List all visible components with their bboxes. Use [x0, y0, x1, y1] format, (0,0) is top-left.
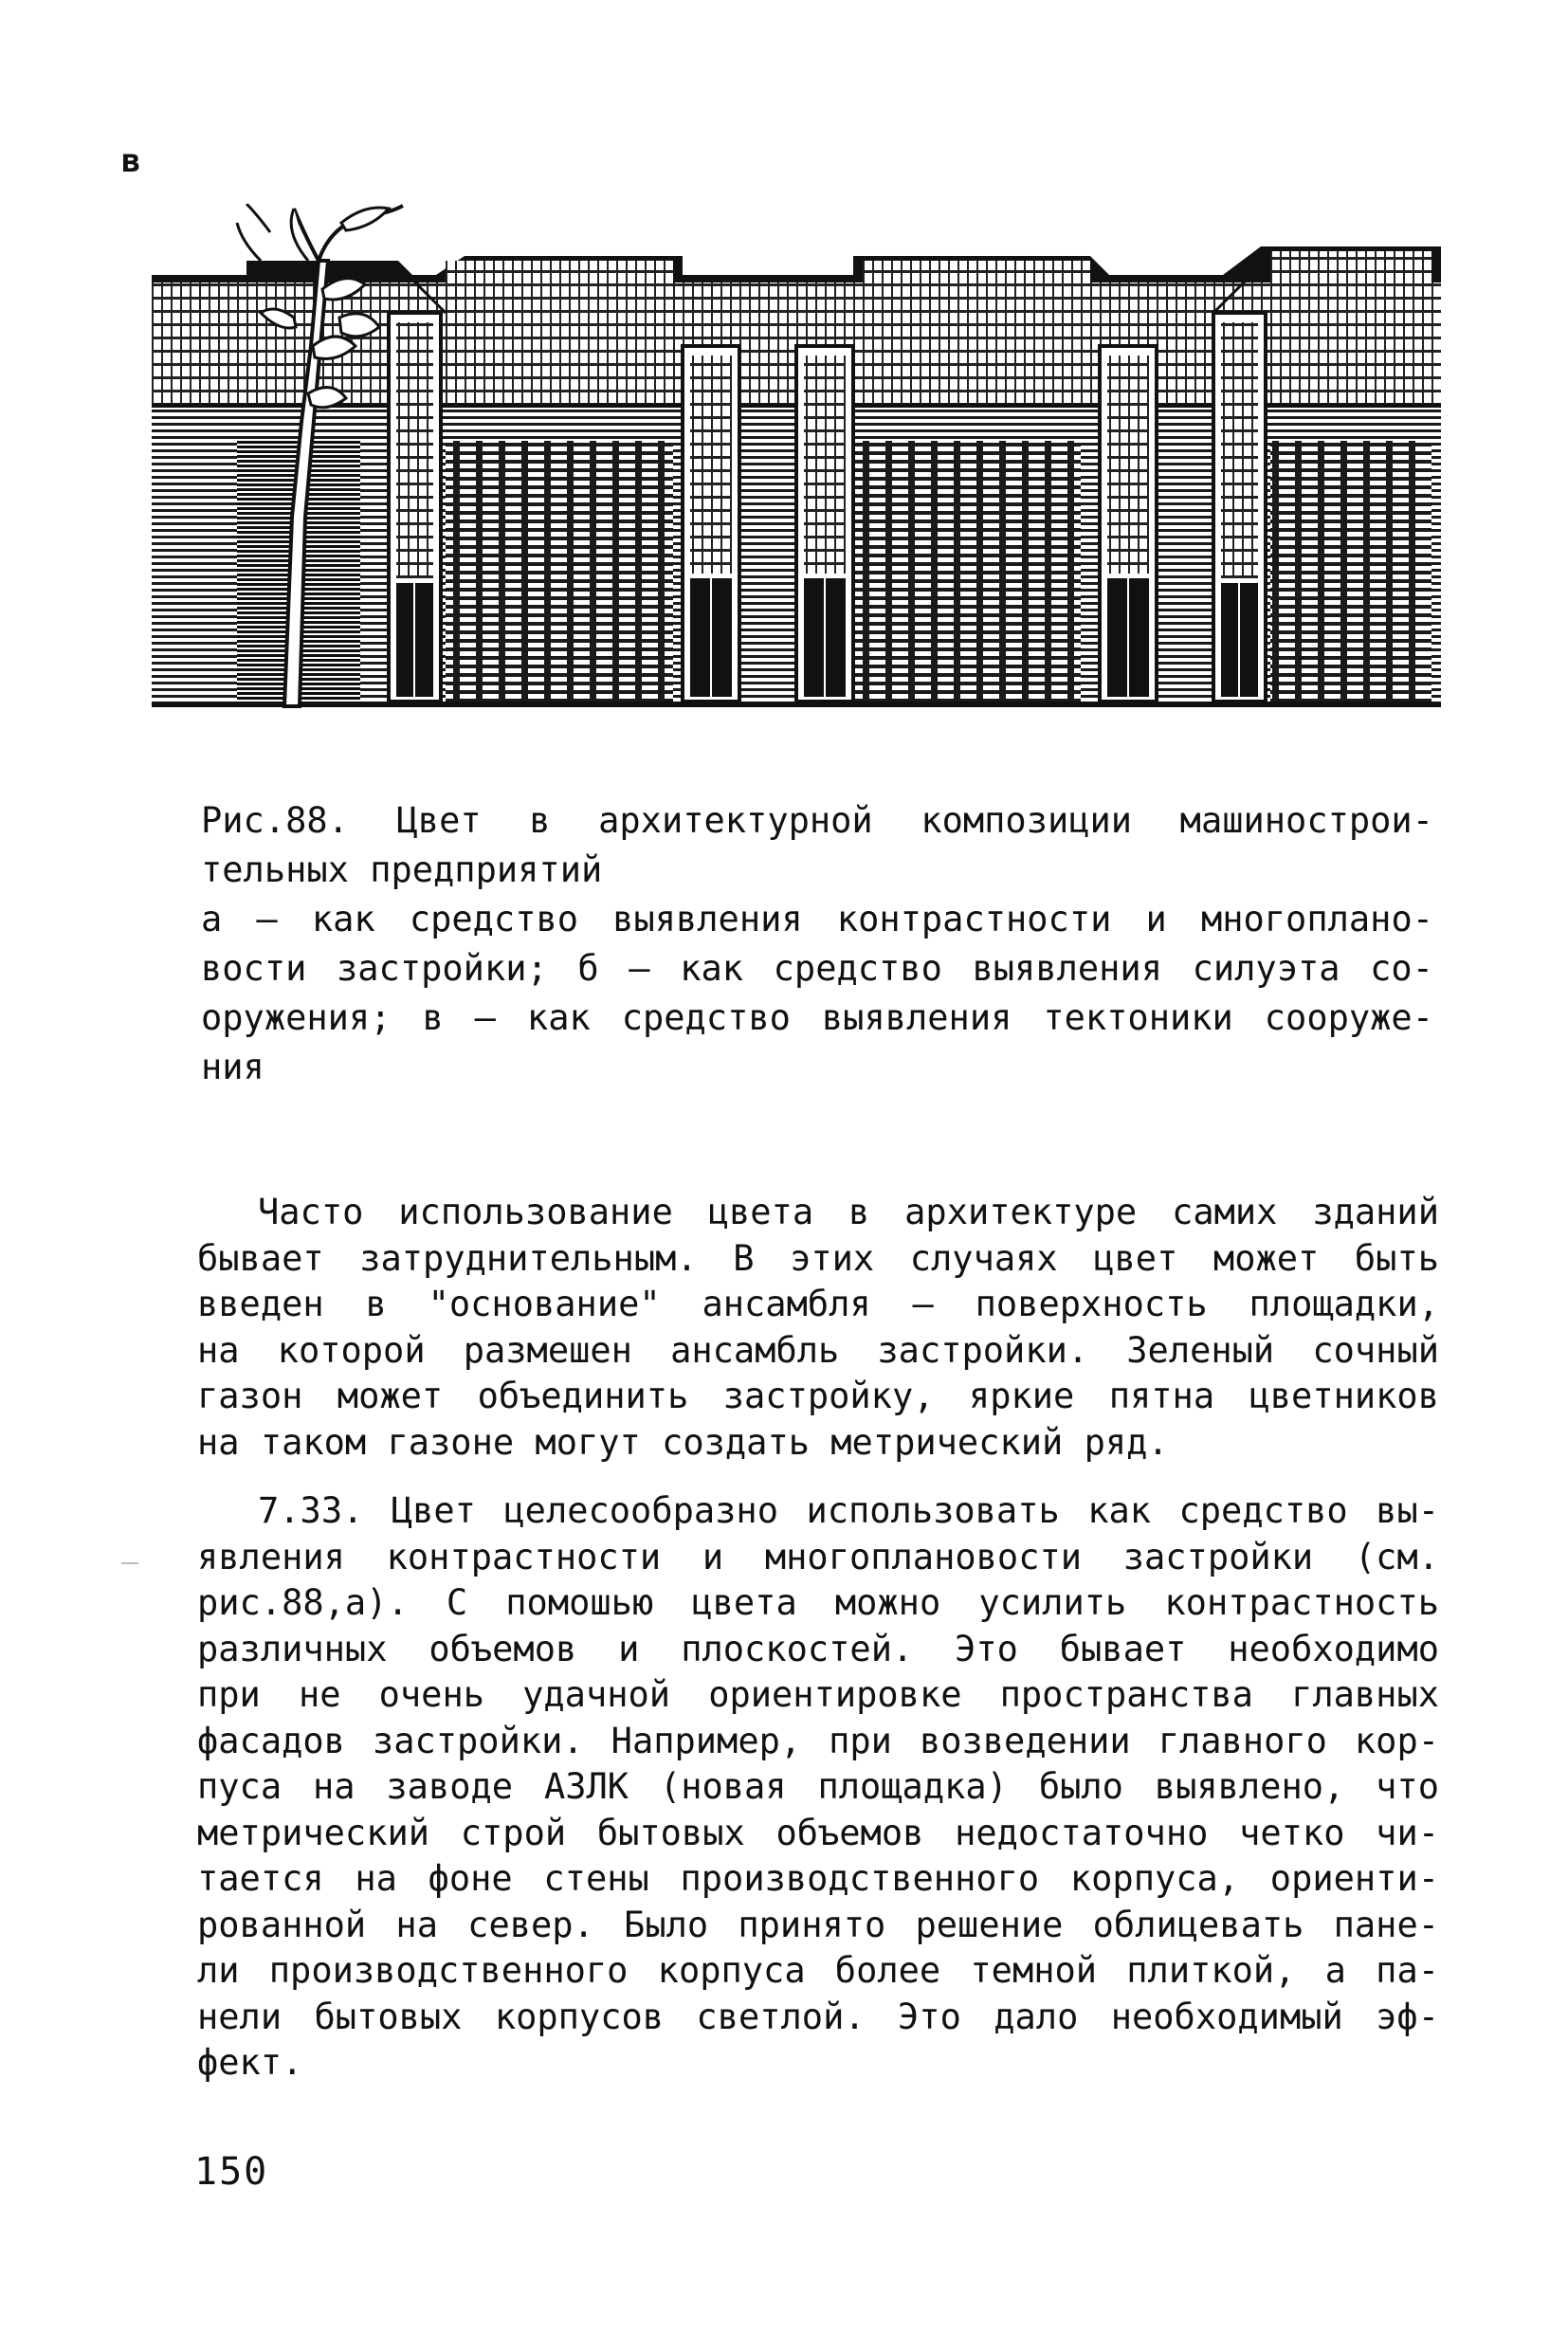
text-line: при не очень удачной ориентировке пространства главных	[197, 1674, 1439, 1715]
text-line: на таком газоне могут создать метрический ряд.	[197, 1421, 1169, 1463]
caption-line: вости застройки; б – как средство выявления силуэта со-	[201, 948, 1433, 989]
paragraph-7-33	[197, 1488, 1439, 2087]
text-line: ли производственного корпуса более темной плиткой, а па-	[197, 1950, 1439, 1991]
text-line: нели бытовых корпусов светлой. Это дало необходимый эф-	[197, 1996, 1439, 2037]
text-line: рованной на север. Было принято решение облицевать пане-	[197, 1904, 1439, 1945]
text-line: рис.88,а). С помошью цвета можно усилить контрастность	[197, 1582, 1439, 1623]
caption-line: Рис.88. Цвет в архитектурной композиции машинострои-	[201, 800, 1433, 841]
figure-part-letter: в	[121, 142, 141, 180]
facade-illustration	[152, 204, 1441, 720]
text-line: пуса на заводе АЗЛК (новая площадка) было выявлено, что	[197, 1766, 1439, 1807]
caption-line: а – как средство выявления контрастности и многоплано-	[201, 899, 1433, 939]
text-line: введен в "основание" ансамбля – поверхность площадки,	[197, 1284, 1439, 1324]
text-line: фасадов застройки. Например, при возведении главного кор-	[197, 1720, 1439, 1761]
text-line: на которой размешен ансамбль застройки. Зеленый сочный	[197, 1329, 1439, 1371]
caption-line: ния	[201, 1047, 264, 1087]
text-line: различных объемов и плоскостей. Это бывает необходимо	[197, 1628, 1439, 1669]
caption-line: тельных предприятий	[201, 849, 603, 890]
text-line: фект.	[197, 2042, 303, 2083]
text-line: тается на фоне стены производственного корпуса, ориенти-	[197, 1858, 1439, 1899]
text-line: явления контрастности и многоплановости застройки (см.	[197, 1536, 1439, 1577]
text-line: 7.33. Цвет целесообразно использовать как средство вы-	[258, 1490, 1439, 1531]
margin-mark	[121, 1562, 138, 1564]
text-line: бывает затруднительным. В этих случаях цвет может быть	[197, 1237, 1439, 1279]
paragraph-color-in-base	[197, 1190, 1439, 1466]
text-line: Часто использование цвета в архитектуре самих зданий	[258, 1192, 1439, 1232]
caption-line: оружения; в – как средство выявления тектоники сооруже-	[201, 997, 1433, 1038]
figure-caption	[201, 796, 1433, 1092]
page-number: 150	[194, 2150, 269, 2194]
text-line: газон может объединить застройку, яркие пятна цветников	[197, 1376, 1439, 1416]
text-line: метрический строй бытовых объемов недостаточно четко чи-	[197, 1812, 1439, 1853]
